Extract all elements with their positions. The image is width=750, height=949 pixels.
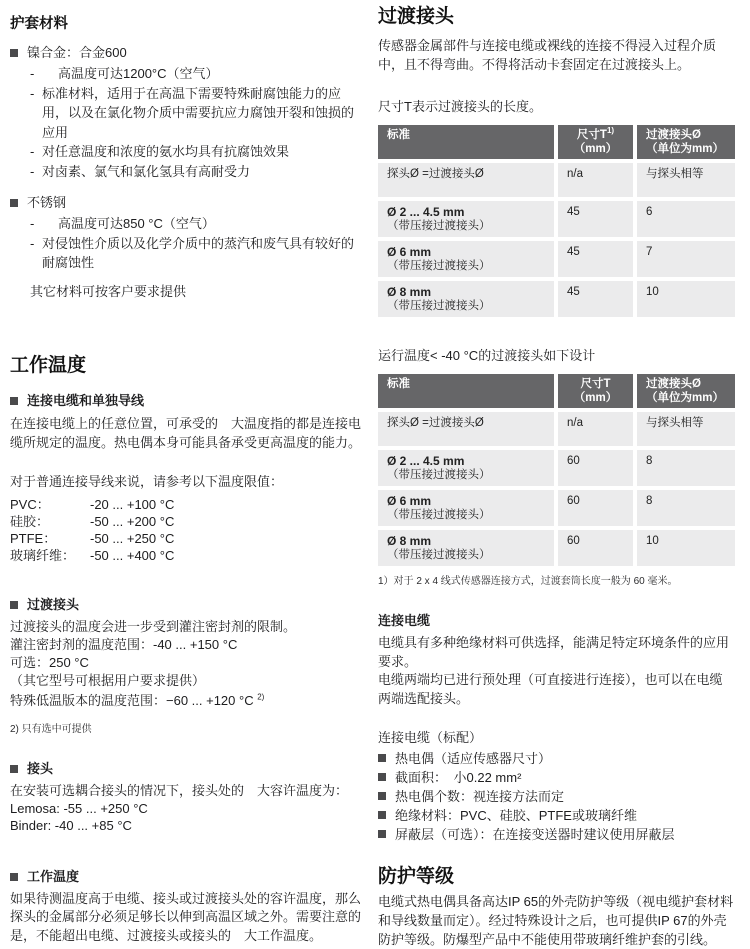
special-low-temp-line xyxy=(10,692,362,710)
transition-line: 灌注密封剂的温度范围：-40 ... +150 °C xyxy=(10,636,238,652)
sub-bullet-text: - 对侵蚀性介质以及化学介质中的蒸汽和废气具有较好的耐腐蚀性 xyxy=(42,235,355,270)
square-bullet-icon xyxy=(10,49,18,57)
standard-cable-list xyxy=(378,749,735,844)
footnote-marker: 1) xyxy=(606,126,615,136)
temp-limit-row xyxy=(10,513,362,530)
square-bullet-icon xyxy=(378,773,386,781)
sub-bullet-text: - 标准材料，适用于在高温下需要特殊耐腐蚀能力的应用，以及在氯化物介质中需要抗应力腐蚀开裂和蚀损的应用 xyxy=(42,85,355,140)
transition-joint-lines xyxy=(10,618,362,710)
square-bullet-icon xyxy=(378,792,386,800)
table-cell-diameter: 7 xyxy=(637,241,735,277)
table-cell-diameter: 10 xyxy=(637,530,735,566)
sub-bullet-item xyxy=(30,234,362,273)
list-item xyxy=(378,749,735,768)
cell-text: 探头Ø =过渡接头Ø xyxy=(387,417,484,429)
cell-text: Ø 6 mm xyxy=(387,245,432,259)
other-materials-note: 其它材料可按客户要求提供 xyxy=(30,283,187,299)
subheading-connecting-cable: 连接电缆 xyxy=(378,613,431,628)
transition-line: （其它型号可根据用户要求提供） xyxy=(10,672,206,688)
subheading-connecting-cable xyxy=(10,392,362,410)
cell-text: Ø 8 mm xyxy=(387,534,432,548)
square-bullet-icon xyxy=(10,873,18,881)
cell-subtext: （带压接过渡接头） xyxy=(387,220,491,232)
transition-joint-table-standard xyxy=(378,125,735,317)
sub-bullet-text: - 对任意温度和浓度的氨水均具有抗腐蚀效果 xyxy=(42,144,290,159)
sub-bullet-item xyxy=(30,214,362,234)
col-header-diameter xyxy=(637,125,735,159)
limit-range: -50 ... +400 °C xyxy=(90,547,175,563)
right-column xyxy=(378,6,735,949)
table-cell-diameter: 8 xyxy=(637,450,735,486)
bullet-stainless-steel xyxy=(10,194,362,212)
limit-material: 玻璃纤维： xyxy=(10,547,76,563)
connector-range-lemosa: Lemosa: -55 ... +250 °C xyxy=(10,800,148,816)
table-cell-size: 45 xyxy=(558,281,633,317)
limit-range: -50 ... +250 °C xyxy=(90,530,175,546)
subheading-connector xyxy=(10,760,362,778)
cell-subtext: （带压接过渡接头） xyxy=(387,300,491,312)
bullet-nickel-alloy xyxy=(10,44,362,62)
table-cell-size: n/a xyxy=(558,412,633,446)
square-bullet-icon xyxy=(378,830,386,838)
cable-materials-paragraph: 电缆具有多种绝缘材料可供选择，能满足特定环境条件的应用要求。 xyxy=(378,635,730,669)
square-bullet-icon xyxy=(10,765,18,773)
cell-subtext: （带压接过渡接头） xyxy=(387,469,491,481)
table-cell-standard xyxy=(378,241,554,277)
cell-subtext: （带压接过渡接头） xyxy=(387,549,491,561)
subheading-text: 过渡接头 xyxy=(27,596,80,612)
header-text: 过渡接头Ø xyxy=(646,378,701,390)
table-cell-diameter: 与探头相等 xyxy=(637,412,735,446)
table-cell-standard xyxy=(378,450,554,486)
list-item-text: 屏蔽层（可选）：在连接变送器时建议使用屏蔽层 xyxy=(395,827,675,842)
cable-temperature-paragraph: 在连接电缆上的任意位置，可承受的 大温度指的都是连接电缆所规定的温度。热电偶本身可能具备承受更高温度的能力。 xyxy=(10,415,362,450)
protection-rating-paragraph: 电缆式热电偶具备高达IP 65的外壳防护等级（视电缆护套材料和导线数量而定）。经过特殊设计之后，也可提供IP 67的外壳防护等级。防爆型产品中不能使用带玻璃纤维护套的引线。 xyxy=(378,894,734,947)
list-item-text: 绝缘材料：PVC、硅胶、PTFE或玻璃纤维 xyxy=(395,808,637,823)
header-unit: （mm） xyxy=(573,392,618,404)
header-line xyxy=(560,128,631,142)
table-cell-standard xyxy=(378,412,554,446)
connector-paragraph: 在安装可选耦合接头的情况下，接头处的 大容许温度为： xyxy=(10,782,349,798)
section-title-sheath-materials: 护套材料 xyxy=(10,16,68,32)
subheading-working-temperature xyxy=(10,868,362,886)
col-header-standard: 标准 xyxy=(378,125,554,159)
temp-limit-row xyxy=(10,547,362,564)
cell-text: 探头Ø =过渡接头Ø xyxy=(387,168,484,180)
square-bullet-icon xyxy=(10,397,18,405)
limit-material: PVC： xyxy=(10,496,50,512)
table-cell-size: n/a xyxy=(558,163,633,197)
list-item xyxy=(378,768,735,787)
special-low-temp-text: 特殊低温版本的温度范围：−60 ... +120 °C xyxy=(10,692,258,708)
subheading-transition-joint xyxy=(10,596,362,614)
sub-bullet-item xyxy=(30,162,362,182)
table-cell-size: 45 xyxy=(558,201,633,237)
square-bullet-icon xyxy=(10,199,18,207)
col-header-size-t xyxy=(558,125,633,159)
transition-line: 可选：250 °C xyxy=(10,654,89,670)
square-bullet-icon xyxy=(378,754,386,762)
limit-material: 硅胶： xyxy=(10,513,50,529)
temperature-limits-list xyxy=(10,496,362,564)
temp-limit-row xyxy=(10,496,362,513)
size-t-note: 尺寸T表示过渡接头的长度。 xyxy=(378,99,542,114)
temp-limit-row xyxy=(10,530,362,547)
table-cell-size: 60 xyxy=(558,530,633,566)
table-cell-diameter: 与探头相等 xyxy=(637,163,735,197)
list-item xyxy=(378,787,735,806)
header-text: 尺寸T xyxy=(580,378,611,390)
cell-text: Ø 2 ... 4.5 mm xyxy=(387,454,465,468)
footnote-2: 2) 只有选中可提供 xyxy=(10,723,92,735)
sub-bullet-text: - 高温度可达850 °C（空气） xyxy=(58,216,215,231)
cell-text: Ø 8 mm xyxy=(387,285,432,299)
sub-bullet-item xyxy=(30,64,362,84)
limit-range: -20 ... +100 °C xyxy=(90,496,175,512)
col-header-size-t xyxy=(558,374,633,408)
subheading-text: 连接电缆和单独导线 xyxy=(27,392,145,408)
limits-intro: 对于普通连接导线来说，请参考以下温度限值： xyxy=(10,473,284,489)
table-cell-diameter: 6 xyxy=(637,201,735,237)
list-item-text: 热电偶（适应传感器尺寸） xyxy=(395,751,552,766)
stainless-steel-label: 不锈钢 xyxy=(27,195,67,210)
section-title-operating-temperature: 工作温度 xyxy=(10,354,87,376)
cell-text: Ø 6 mm xyxy=(387,494,432,508)
table-cell-size: 60 xyxy=(558,490,633,526)
table-cell-standard xyxy=(378,490,554,526)
table-cell-standard xyxy=(378,281,554,317)
table-cell-standard xyxy=(378,163,554,197)
sub-bullet-text: - 对卤素、氯气和氯化氢具有高耐受力 xyxy=(42,163,251,179)
connector-ranges xyxy=(10,800,362,834)
transition-joint-table-low-temp xyxy=(378,374,735,566)
header-text: 过渡接头Ø xyxy=(646,129,701,141)
transition-joint-intro: 传感器金属部件与连接电缆或裸线的连接不得浸入过程介质中，且不得弯曲。不得将活动卡套固定在过渡接头上。 xyxy=(378,38,717,72)
working-temperature-paragraph: 如果待测温度高于电缆、接头或过渡接头处的容许温度，那么探头的金属部分必须足够长以伸到高温区域之外。需要注意的是，不能超出电缆、过渡接头或接头的 大工作温度。 xyxy=(10,890,362,943)
section-title-transition-joint: 过渡接头 xyxy=(378,6,455,27)
header-unit: （单位为mm） xyxy=(646,143,724,155)
square-bullet-icon xyxy=(378,811,386,819)
section-title-protection-rating: 防护等级 xyxy=(378,866,455,887)
square-bullet-icon xyxy=(10,601,18,609)
col-header-standard: 标准 xyxy=(378,374,554,408)
list-item-text: 截面积： 小0.22 mm² xyxy=(395,770,522,785)
footnote-marker: 2) xyxy=(257,692,265,702)
footnote-1: 1）对于 2 x 4 线式传感器连接方式，过渡套筒长度一般为 60 毫米。 xyxy=(378,576,678,587)
cell-subtext: （带压接过渡接头） xyxy=(387,509,491,521)
connector-range-binder: Binder: -40 ... +85 °C xyxy=(10,817,132,833)
limit-material: PTFE： xyxy=(10,530,57,546)
subheading-text: 工作温度 xyxy=(27,868,80,884)
limit-range: -50 ... +200 °C xyxy=(90,513,175,529)
subheading-text: 接头 xyxy=(27,760,54,776)
table-cell-standard xyxy=(378,201,554,237)
header-unit: （mm） xyxy=(573,143,618,155)
sub-bullet-item xyxy=(30,84,362,143)
nickel-alloy-label: 镍合金：合金600 xyxy=(27,45,127,60)
left-column xyxy=(10,12,362,945)
list-item-text: 热电偶个数：视连接方法而定 xyxy=(395,789,565,804)
cell-text: Ø 2 ... 4.5 mm xyxy=(387,205,465,219)
standard-cable-title: 连接电缆（标配） xyxy=(378,730,483,745)
sub-bullet-item xyxy=(30,142,362,162)
col-header-diameter xyxy=(637,374,735,408)
sub-bullet-text: - 高温度可达1200°C（空气） xyxy=(58,66,219,81)
table-cell-diameter: 8 xyxy=(637,490,735,526)
header-text: 尺寸T xyxy=(576,129,607,141)
table-cell-standard xyxy=(378,530,554,566)
list-item xyxy=(378,806,735,825)
low-temp-design-note: 运行温度< -40 °C的过渡接头如下设计 xyxy=(378,348,596,363)
table-cell-size: 60 xyxy=(558,450,633,486)
header-unit: （单位为mm） xyxy=(646,392,724,404)
table-cell-size: 45 xyxy=(558,241,633,277)
cable-ends-paragraph: 电缆两端均已进行预处理（可直接进行连接），也可以在电缆两端选配接头。 xyxy=(378,672,723,706)
table-cell-diameter: 10 xyxy=(637,281,735,317)
cell-subtext: （带压接过渡接头） xyxy=(387,260,491,272)
list-item xyxy=(378,825,735,844)
transition-line: 过渡接头的温度会进一步受到灌注密封剂的限制。 xyxy=(10,618,297,634)
